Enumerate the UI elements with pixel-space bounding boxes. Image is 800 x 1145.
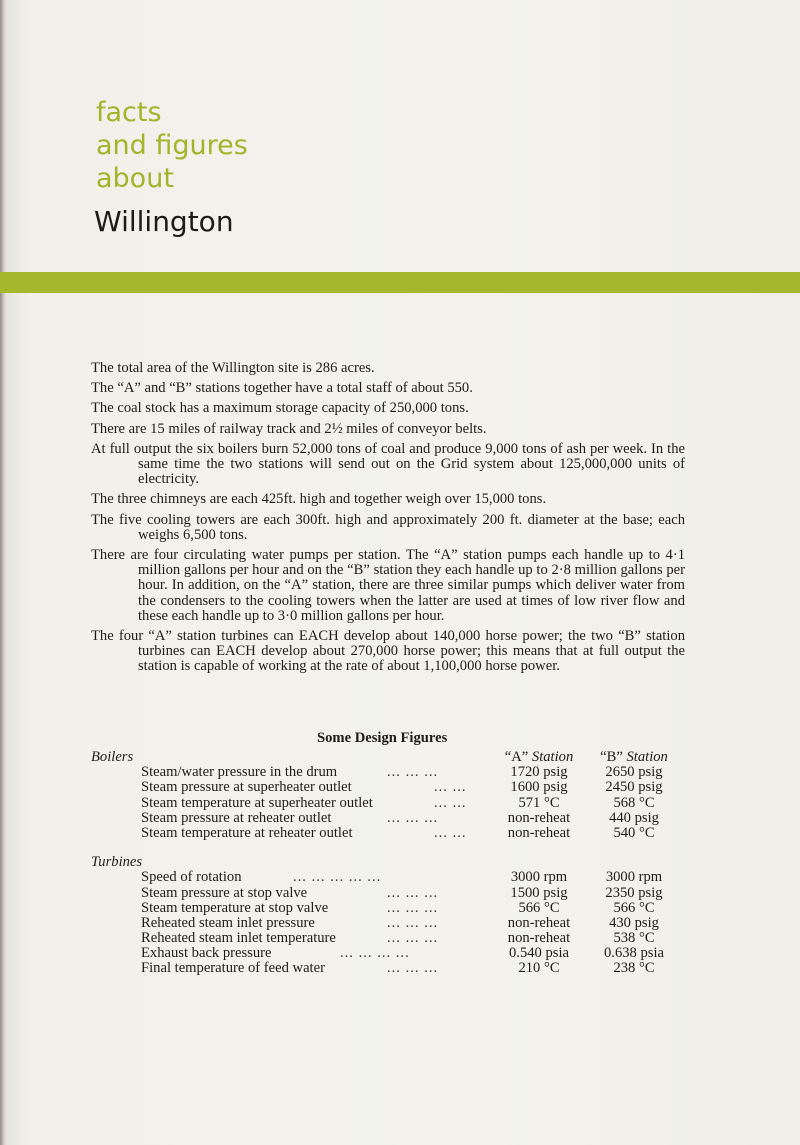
column-header-b-quote: “B” — [600, 749, 623, 765]
row-label: Steam/water pressure in the drum — [141, 764, 338, 781]
heading-line: and figures — [96, 130, 248, 161]
heading-line: facts — [96, 97, 162, 128]
dot-leader: ... ... ... — [387, 884, 439, 901]
value-a: non-reheat — [507, 930, 571, 947]
value-a: 1500 psig — [510, 884, 568, 901]
dot-leader: ... ... ... ... — [340, 945, 410, 962]
heading-line: about — [96, 163, 174, 194]
column-header-b — [589, 750, 679, 765]
value-a: 566 °C — [518, 899, 560, 916]
value-b: 540 °C — [613, 824, 655, 841]
value-b: 2350 psig — [605, 884, 663, 901]
heading-block — [96, 96, 248, 195]
row-label: Steam pressure at superheater outlet — [141, 779, 352, 796]
dot-leader: ... ... ... — [387, 914, 439, 931]
fact-paragraph: The five cooling towers are each 300ft. high and approximately 200 ft. diameter at the base; each weighs 6,500 tons. — [91, 511, 685, 543]
row-label: Steam temperature at reheater outlet — [141, 824, 353, 841]
facts-list — [91, 361, 685, 680]
value-a: 1600 psig — [510, 779, 568, 796]
table-row — [91, 886, 711, 901]
dot-leader: ... ... — [434, 779, 467, 796]
value-a: 571 °C — [518, 794, 560, 811]
table-row — [91, 780, 711, 795]
section-header-row — [91, 855, 711, 870]
section-gap — [91, 841, 711, 855]
row-label: Speed of rotation — [141, 869, 242, 886]
row-label: Reheated steam inlet temperature — [141, 930, 336, 947]
value-a: non-reheat — [507, 824, 571, 841]
value-a: 210 °C — [518, 960, 560, 977]
section-label-turbines: Turbines — [91, 854, 143, 871]
dot-leader: ... ... ... — [387, 960, 439, 977]
section-header-row — [91, 750, 711, 765]
table-row — [91, 901, 711, 916]
value-a: 3000 rpm — [510, 869, 568, 886]
section-label-boilers: Boilers — [91, 749, 134, 765]
dot-leader: ... ... ... — [387, 764, 439, 781]
fact-paragraph: There are four circulating water pumps per station. The “A” station pumps each handle up to 4·1 million gallons per hour and on the “B” station they each handle up to 2·8 million gallons per hour. In addition, on the “A” station, there are three similar pumps which deliver water from the condensers to the cooling towers when the latter are used at times of low river flow and these each handle up to 3·0 million gallons per hour. — [91, 547, 685, 624]
design-figures-heading: Some Design Figures — [317, 730, 448, 746]
fact-paragraph: The three chimneys are each 425ft. high and together weigh over 15,000 tons. — [91, 491, 547, 508]
value-b: 430 psig — [609, 914, 659, 931]
table-row — [91, 946, 711, 961]
value-b: 538 °C — [613, 930, 655, 947]
table-row — [91, 826, 711, 841]
fact-paragraph: The four “A” station turbines can EACH develop about 140,000 horse power; the two “B” station turbines can EACH develop about 270,000 horse power; this means that at full output the station is capable of working at the rate of about 1,100,000 horse power. — [91, 628, 685, 675]
dot-leader: ... ... ... — [387, 899, 439, 916]
table-row — [91, 796, 711, 811]
column-header-b-word: Station — [626, 749, 668, 765]
row-label: Steam temperature at superheater outlet — [141, 794, 373, 811]
value-b: 0.638 psia — [604, 945, 664, 962]
row-label: Steam temperature at stop valve — [141, 899, 329, 916]
dot-leader: ... ... ... — [387, 809, 439, 826]
dot-leader: ... ... — [434, 824, 467, 841]
row-label: Steam pressure at reheater outlet — [141, 809, 332, 826]
table-row — [91, 961, 711, 976]
value-b: 568 °C — [613, 794, 655, 811]
value-b: 2650 psig — [605, 764, 663, 781]
column-header-a-quote: “A” — [504, 749, 529, 765]
value-a: non-reheat — [507, 914, 571, 931]
table-row — [91, 811, 711, 826]
value-b: 3000 rpm — [605, 869, 663, 886]
row-label: Exhaust back pressure — [141, 945, 272, 962]
value-a: 1720 psig — [510, 764, 568, 781]
page-title: Willington — [94, 205, 234, 238]
dot-leader: ... ... ... ... ... — [293, 869, 382, 886]
dot-leader: ... ... ... — [387, 930, 439, 947]
value-b: 566 °C — [613, 899, 655, 916]
row-label: Reheated steam inlet pressure — [141, 914, 315, 931]
table-row — [91, 931, 711, 946]
fact-paragraph: The total area of the Willington site is 286 acres. — [91, 360, 375, 376]
value-a: 0.540 psia — [509, 945, 569, 962]
value-b: 440 psig — [609, 809, 659, 826]
design-figures-table — [91, 750, 711, 977]
green-divider-band — [0, 272, 800, 293]
row-label: Final temperature of feed water — [141, 960, 325, 977]
value-b: 238 °C — [613, 960, 655, 977]
fact-paragraph: At full output the six boilers burn 52,000 tons of coal and produce 9,000 tons of ash per week. In the same time the two stations will send out on the Grid system about 125,000,000 units of electricity. — [91, 440, 685, 488]
table-row — [91, 916, 711, 931]
row-label: Steam pressure at stop valve — [141, 884, 308, 901]
value-b: 2450 psig — [605, 779, 663, 796]
fact-paragraph: The “A” and “B” stations together have a total staff of about 550. — [91, 380, 473, 397]
column-header-a — [494, 750, 584, 765]
table-row — [91, 870, 711, 885]
dot-leader: ... ... — [434, 794, 467, 811]
column-header-a-word: Station — [531, 749, 574, 765]
fact-paragraph: There are 15 miles of railway track and 2½ miles of conveyor belts. — [91, 420, 487, 437]
value-a: non-reheat — [507, 809, 571, 826]
table-row — [91, 765, 711, 780]
fact-paragraph: The coal stock has a maximum storage capacity of 250,000 tons. — [91, 400, 469, 417]
